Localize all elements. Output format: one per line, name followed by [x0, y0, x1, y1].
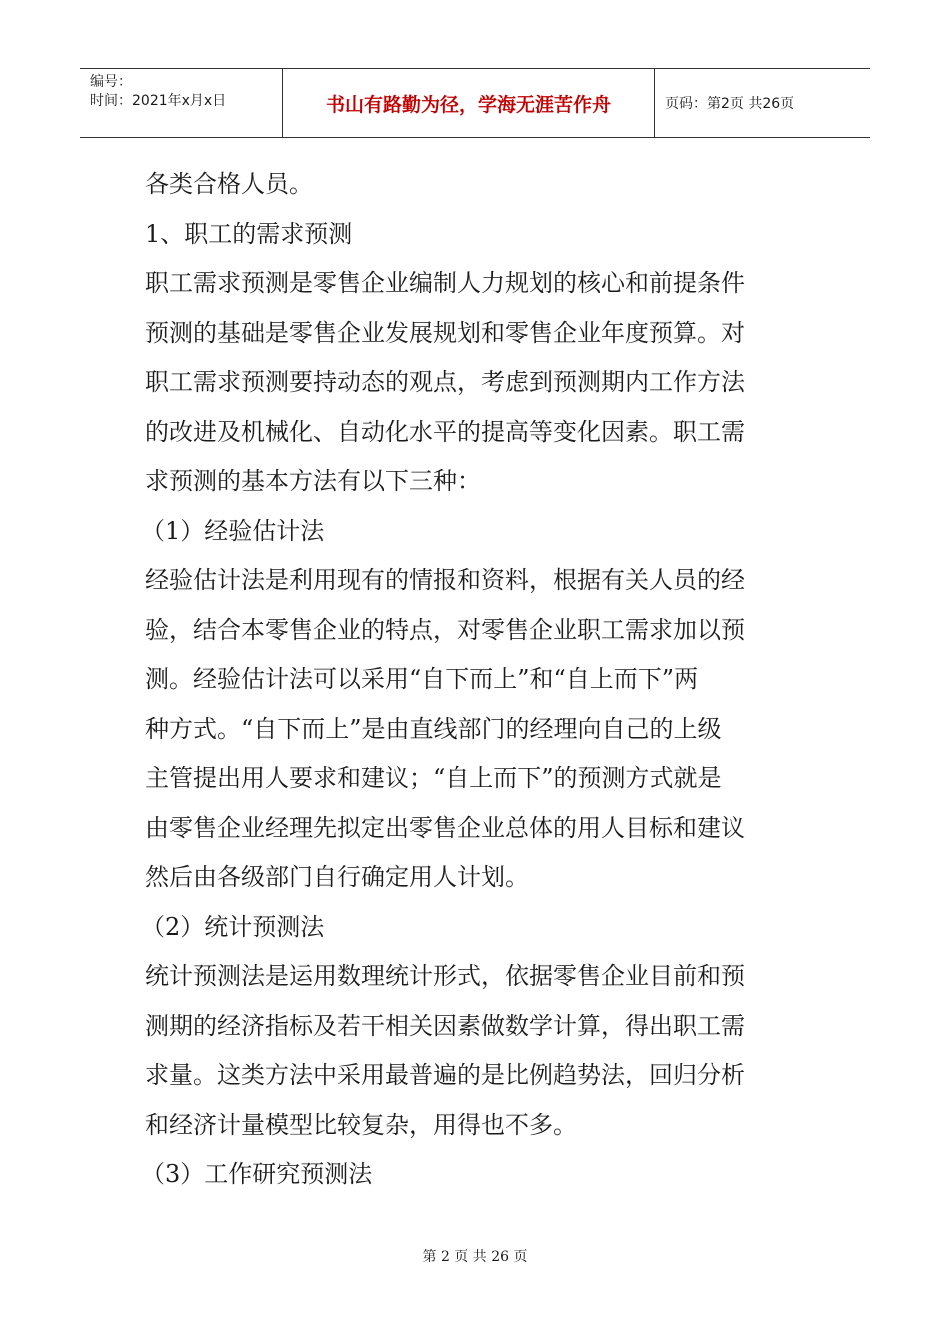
body-line: 经验估计法是利用现有的情报和资料，根据有关人员的经 [145, 566, 745, 594]
body-line: 职工需求预测是零售企业编制人力规划的核心和前提条件 [145, 269, 745, 297]
document-number-label: 编号： [90, 74, 132, 90]
body-line: 职工需求预测要持动态的观点，考虑到预测期内工作方法 [145, 368, 745, 396]
body-line: 由零售企业经理先拟定出零售企业总体的用人目标和建议 [145, 813, 745, 842]
body-line: 各类合格人员。 [145, 170, 313, 198]
body-line: 主管提出用人要求和建议；“自上而下”的预测方式就是 [145, 764, 722, 792]
body-line: 测。经验估计法可以采用“自下而上”和“自上而下”两 [145, 665, 699, 693]
body-line: 验，结合本零售企业的特点，对零售企业职工需求加以预 [145, 615, 745, 644]
document-body [141, 160, 810, 1200]
header-page-info: 页码：第2页 共26页 [665, 96, 795, 112]
body-line: 求预测的基本方法有以下三种： [145, 467, 481, 495]
body-line: 统计预测法是运用数理统计形式，依据零售企业目前和预 [145, 962, 745, 990]
body-line: 和经济计量模型比较复杂，用得也不多。 [145, 1110, 577, 1139]
header-motto: 书山有路勤为径，学海无涯苦作舟 [283, 69, 655, 137]
body-line: 测期的经济指标及若干相关因素做数学计算，得出职工需 [145, 1011, 745, 1040]
subsection-heading: （2）统计预测法 [141, 912, 325, 941]
body-line: 预测的基础是零售企业发展规划和零售企业年度预算。对 [145, 318, 745, 347]
document-time-label: 时间：2021年x月x日 [90, 93, 227, 109]
page-header [80, 68, 870, 138]
subsection-heading: （1）经验估计法 [141, 516, 325, 545]
body-line: 求量。这类方法中采用最普遍的是比例趋势法，回归分析 [145, 1061, 745, 1089]
body-line: 的改进及机械化、自动化水平的提高等变化因素。职工需 [145, 417, 745, 446]
subsection-heading: （3）工作研究预测法 [141, 1160, 373, 1188]
section-heading: 1、职工的需求预测 [145, 219, 353, 248]
body-line: 然后由各级部门自行确定用人计划。 [145, 863, 529, 891]
body-line: 种方式。“自下而上”是由直线部门的经理向自己的上级 [145, 714, 722, 743]
header-meta-cell [80, 69, 283, 137]
page-footer: 第 2 页 共 26 页 [422, 1249, 528, 1265]
